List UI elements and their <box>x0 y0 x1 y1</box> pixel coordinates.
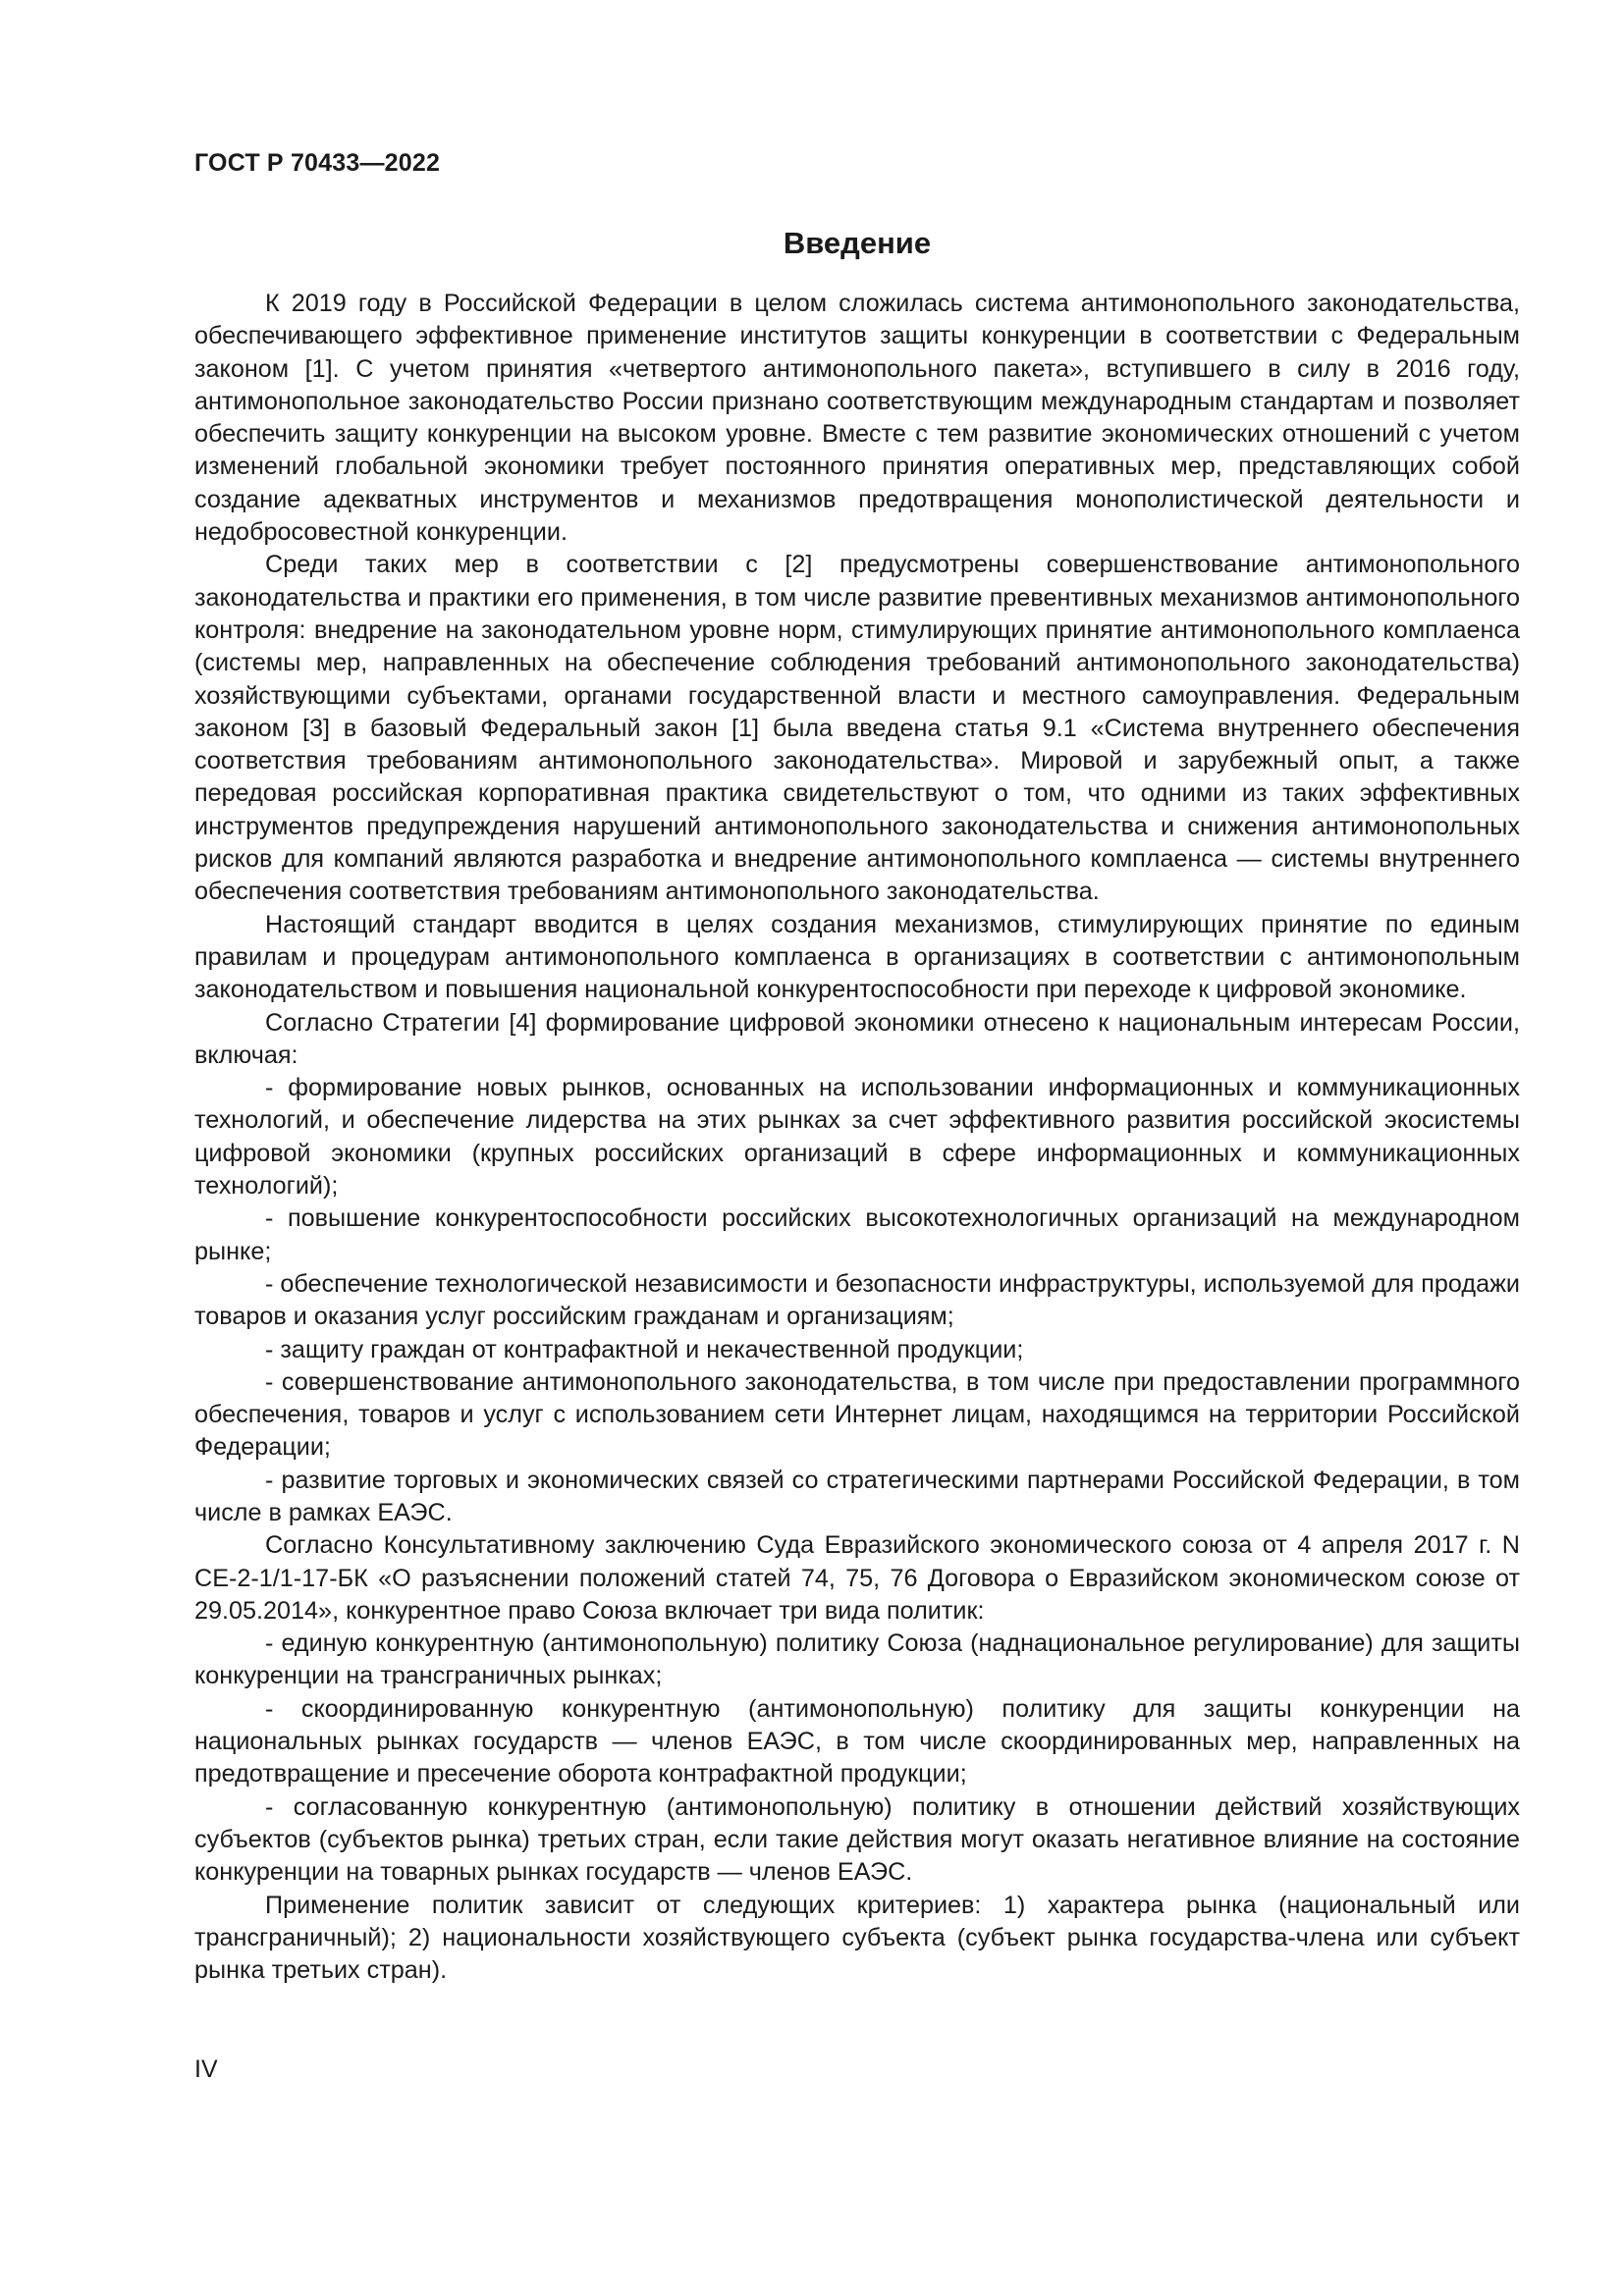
body-text <box>194 288 1520 1987</box>
list-item: - развитие торговых и экономических связей со стратегическими партнерами Российской Федерации, в том числе в рамках ЕАЭС. <box>194 1466 1520 1526</box>
page-number: IV <box>194 2056 218 2083</box>
list-item: - скоординированную конкурентную (антимонопольную) политику для защиты конкуренции на национальных рынках государств — членов ЕАЭС, в том числе скоординированных мер, направленных на предотвращение и пресечение оборота контрафактной продукции; <box>194 1694 1520 1789</box>
paragraph: К 2019 году в Российской Федерации в целом сложилась система антимонопольного законодательства, обеспечивающего эффективное применение институтов защиты конкуренции в соответствии с Федеральным законом [1]. С учетом принятия «четвертого антимонопольного пакета», вступившего в силу в 2016 году, антимонопольное законодательство России признано соответствующим международным стандартам и позволяет обеспечить защиту конкуренции на высоком уровне. Вместе с тем развитие экономических отношений с учетом изменений глобальной экономики требует постоянного принятия оперативных мер, представляющих собой создание адекватных инструментов и механизмов предотвращения монополистической деятельности и недобросовестной конкуренции. <box>194 290 1520 547</box>
list-item: - защиту граждан от контрафактной и некачественной продукции; <box>265 1335 1024 1363</box>
list-item: - единую конкурентную (антимонопольную) политику Союза (наднациональное регулирование) для защиты конкуренции на трансграничных рынках; <box>194 1629 1520 1690</box>
list-item: - повышение конкурентоспособности российских высокотехнологичных организаций на международном рынке; <box>194 1204 1520 1265</box>
list-item: - формирование новых рынков, основанных на использовании информационных и коммуникационных технологий, и обеспечение лидерства на этих рынках за счет эффективного развития российской экосистемы цифровой экономики (крупных российских организаций в сфере информационных и коммуникационных технологий); <box>194 1074 1520 1201</box>
list-item: - согласованную конкурентную (антимонопольную) политику в отношении действий хозяйствующих субъектов (субъектов рынка) третьих стран, если такие действия могут оказать негативное влияние на состояние конкуренции на товарных рынках государств — членов ЕАЭС. <box>194 1792 1520 1887</box>
list-item: - обеспечение технологической независимости и безопасности инфраструктуры, используемой для продажи товаров и оказания услуг российским гражданам и организациям; <box>194 1269 1520 1331</box>
paragraph: Применение политик зависит от следующих критериев: 1) характера рынка (национальный или трансграничный); 2) национальности хозяйствующего субъекта (субъект рынка государства-члена или субъект рынка третьих стран). <box>194 1891 1520 1985</box>
document-code: ГОСТ Р 70433—2022 <box>194 149 441 177</box>
paragraph: Среди таких мер в соответствии с [2] предусмотрены совершенствование антимонопольного законодательства и практики его применения, в том числе развитие превентивных механизмов антимонопольного контроля: внедрение на законодательном уровне норм, стимулирующих принятие антимонопольного комплаенса (системы мер, направленных на обеспечение соблюдения требований антимонопольного законодательства) хозяйствующими субъектами, органами государственной власти и местного самоуправления. Федеральным законом [3] в базовый Федеральный закон [1] была введена статья 9.1 «Система внутреннего обеспечения соответствия требованиям антимонопольного законодательства». Мировой и зарубежный опыт, а также передовая российская корпоративная практика свидетельствуют о том, что одними из таких эффективных инструментов предупреждения нарушений антимонопольного законодательства и снижения антимонопольных рисков для компаний являются разработка и внедрение антимонопольного комплаенса — системы внутреннего обеспечения соответствия требованиям антимонопольного законодательства. <box>194 551 1520 906</box>
list-item: - совершенствование антимонопольного законодательства, в том числе при предоставлении программного обеспечения, товаров и услуг с использованием сети Интернет лицам, находящимся на территории Российской Федерации; <box>194 1367 1520 1462</box>
paragraph: Согласно Консультативному заключению Суда Евразийского экономического союза от 4 апреля 2017 г. N СЕ-2-1/1-17-БК «О разъяснении положений статей 74, 75, 76 Договора о Евразийском экономическом союзе от 29.05.2014», конкурентное право Союза включает три вида политик: <box>194 1531 1520 1625</box>
section-title: Введение <box>783 226 932 260</box>
paragraph: Согласно Стратегии [4] формирование цифровой экономики отнесено к национальным интересам России, включая: <box>194 1008 1520 1069</box>
paragraph: Настоящий стандарт вводится в целях создания механизмов, стимулирующих принятие по единым правилам и процедурам антимонопольного комплаенса в организациях в соответствии с антимонопольным законодательством и повышения национальной конкурентоспособности при переходе к цифровой экономике. <box>194 910 1520 1004</box>
